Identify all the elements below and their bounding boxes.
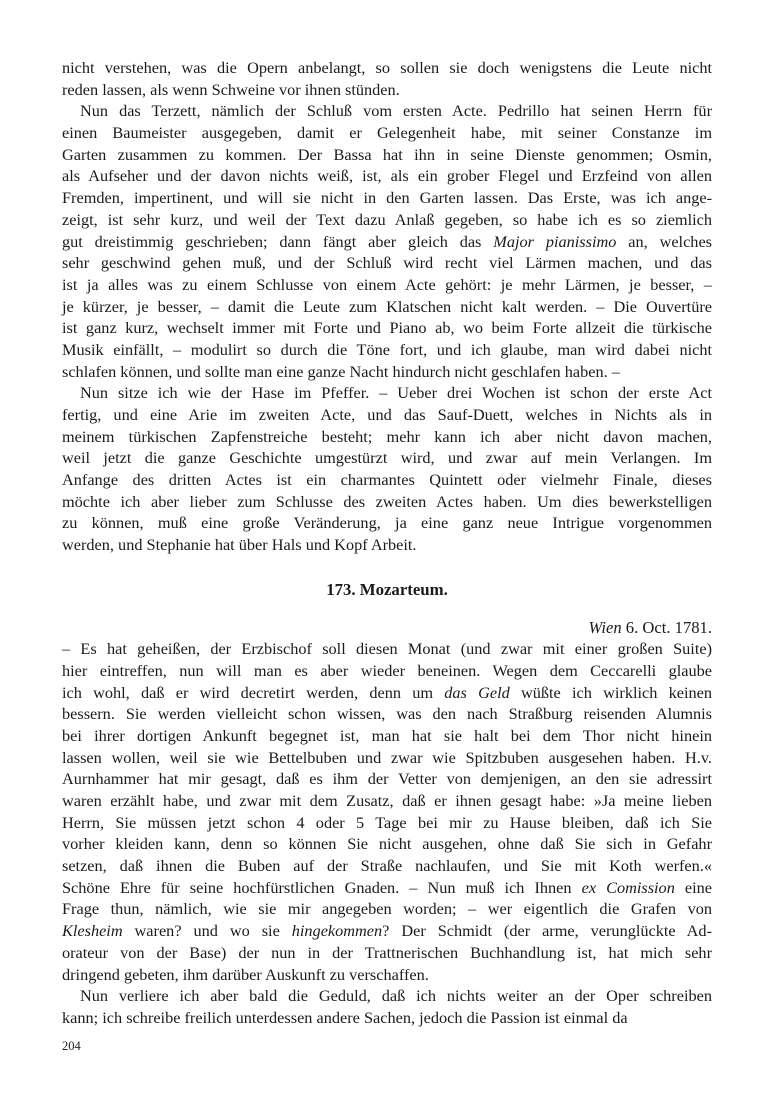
text-line: Klesheim waren? und wo sie hingekommen? Der Schmidt (der arme, verunglückte Ad- xyxy=(62,921,712,941)
text-line: Nun sitze ich wie der Hase im Pfeffer. – Ueber drei Wochen ist schon der erste Act xyxy=(80,383,712,403)
intro-paragraphs xyxy=(62,57,712,556)
text-line: zeigt, ist sehr kurz, und weil der Text dazu Anlaß gegeben, so habe ich es so ziemlich xyxy=(62,209,712,229)
text-line: weil jetzt die ganze Geschichte umgestürzt wird, und zwar auf mein Verlangen. Im xyxy=(62,448,712,468)
text-line: sehr geschwind gehen muß, und der Schluß wird recht viel Lärmen machen, und das xyxy=(62,253,712,273)
text-line: Herrn, Sie müssen jetzt schon 4 oder 5 Tage bei mir zu Hause bleiben, daß ich Sie xyxy=(62,812,712,832)
text-line: zu können, muß eine große Veränderung, ja eine ganz neue Intrigue vorgenommen xyxy=(62,513,712,533)
text-line: Schöne Ehre für seine hochfürstlichen Gnaden. – Nun muß ich Ihnen ex Comission eine xyxy=(62,877,712,897)
letter-body xyxy=(62,638,712,1028)
text-line: lassen wollen, weil sie wie Bettelbuben und zwar wie Spitzbuben ausgesehen haben. H.v. xyxy=(62,747,712,767)
page-number: 204 xyxy=(62,1039,81,1053)
text-line: möchte ich aber lieber zum Schlusse des zweiten Actes haben. Um dies bewerkstelligen xyxy=(62,491,712,511)
text-line: Nun verliere ich aber bald die Geduld, daß ich nichts weiter an der Oper schreiben xyxy=(80,986,712,1006)
text-line: Aurnhammer hat mir gesagt, daß es ihm der Vetter von demjenigen, an den sie adressirt xyxy=(62,769,712,789)
text-line: ist ja alles was zu einem Schlusse von einem Acte gehört: je mehr Lärmen, je besser, – xyxy=(62,274,712,294)
text-line: Musik einfällt, – modulirt so durch die Töne fort, und ich glaube, man wird dabei nicht xyxy=(62,339,712,359)
text-line: dringend gebeten, ihm darüber Auskunft zu verschaffen. xyxy=(62,964,429,984)
letter-dateline: Wien 6. Oct. 1781. xyxy=(588,617,712,637)
text-line: ich wohl, daß er wird decretirt werden, denn um das Geld wüßte ich wirklich keinen xyxy=(62,682,712,702)
text-line: schlafen können, und sollte man eine ganze Nacht hindurch nicht geschlafen haben. – xyxy=(62,361,620,381)
text-line: einen Baumeister ausgegeben, damit er Gelegenheit habe, mit seiner Constanze im xyxy=(62,123,712,143)
text-line: fertig, und eine Arie im zweiten Acte, und das Sauf-Duett, welches in Nichts als in xyxy=(62,405,712,424)
text-line: Nun das Terzett, nämlich der Schluß vom ersten Acte. Pedrillo hat seinen Herrn für xyxy=(80,101,712,121)
text-line: nicht verstehen, was die Opern anbelangt, so sollen sie doch wenigstens die Leute nicht xyxy=(62,58,712,77)
text-line: kann; ich schreibe freilich unterdessen andere Sachen, jedoch die Passion ist einmal da xyxy=(62,1007,628,1027)
text-line: Anfange des dritten Actes ist ein charmantes Quintett oder vielmehr Finale, dieses xyxy=(62,470,712,490)
text-line: Frage thun, nämlich, wie sie mir angegeben worden; – wer eigentlich die Grafen von xyxy=(62,899,712,919)
text-line: Garten zusammen zu kommen. Der Bassa hat ihn in seine Dienste genommen; Osmin, xyxy=(62,144,712,164)
text-line: ist ganz kurz, wechselt immer mit Forte und Piano ab, wo beim Forte allzeit die türkische xyxy=(62,318,712,338)
text-line: setzen, daß ihnen die Buben auf der Straße nachlaufen, und Sie mit Koth werfen.« xyxy=(62,856,712,876)
text-line: als Aufseher und der davon nichts weiß, ist, als ein grober Flegel und Erzfeind von allen xyxy=(62,166,712,186)
page-body xyxy=(62,57,712,1029)
text-line: vorher kleiden kann, denn so können Sie nicht ausgehen, ohne daß Sie sich in Gefahr xyxy=(62,834,712,854)
text-line: bei ihrer dortigen Ankunft begegnet ist, man hat sie halt bei dem Thor nicht hinein xyxy=(62,725,712,745)
text-line: gut dreistimmig geschrieben; dann fängt aber gleich das Major pianissimo an, welches xyxy=(62,231,713,251)
text-line: Fremden, impertinent, und will sie nicht in den Garten lassen. Das Erste, was ich ange- xyxy=(62,188,712,208)
text-line: reden lassen, als wenn Schweine vor ihnen stünden. xyxy=(62,79,400,99)
text-line: bessern. Sie werden vielleicht schon wissen, was den nach Straßburg reisenden Alumnis xyxy=(62,704,712,724)
text-line: – Es hat geheißen, der Erzbischof soll diesen Monat (und zwar mit einer großen Suite) xyxy=(62,639,712,659)
text-line: orateur von der Base) der nun in der Trattnerischen Buchhandlung ist, hat mich sehr xyxy=(62,942,712,962)
text-line: meinem türkischen Zapfenstreiche besteht; mehr kann ich aber nicht davon machen, xyxy=(62,426,712,446)
text-line: hier eintreffen, nun will man es aber wieder beneinen. Wegen dem Ceccarelli glaube xyxy=(62,660,712,680)
text-line: werden, und Stephanie hat über Hals und Kopf Arbeit. xyxy=(62,535,417,555)
text-line: je kürzer, je besser, – damit die Leute zum Klatschen nicht kalt werden. – Die Ouvertüre xyxy=(62,296,712,316)
text-line: waren erzählt habe, und zwar mit dem Zusatz, daß er ihnen gesagt habe: »Ja meine lieben xyxy=(62,791,712,810)
letter-heading: 173. Mozarteum. xyxy=(326,579,448,599)
